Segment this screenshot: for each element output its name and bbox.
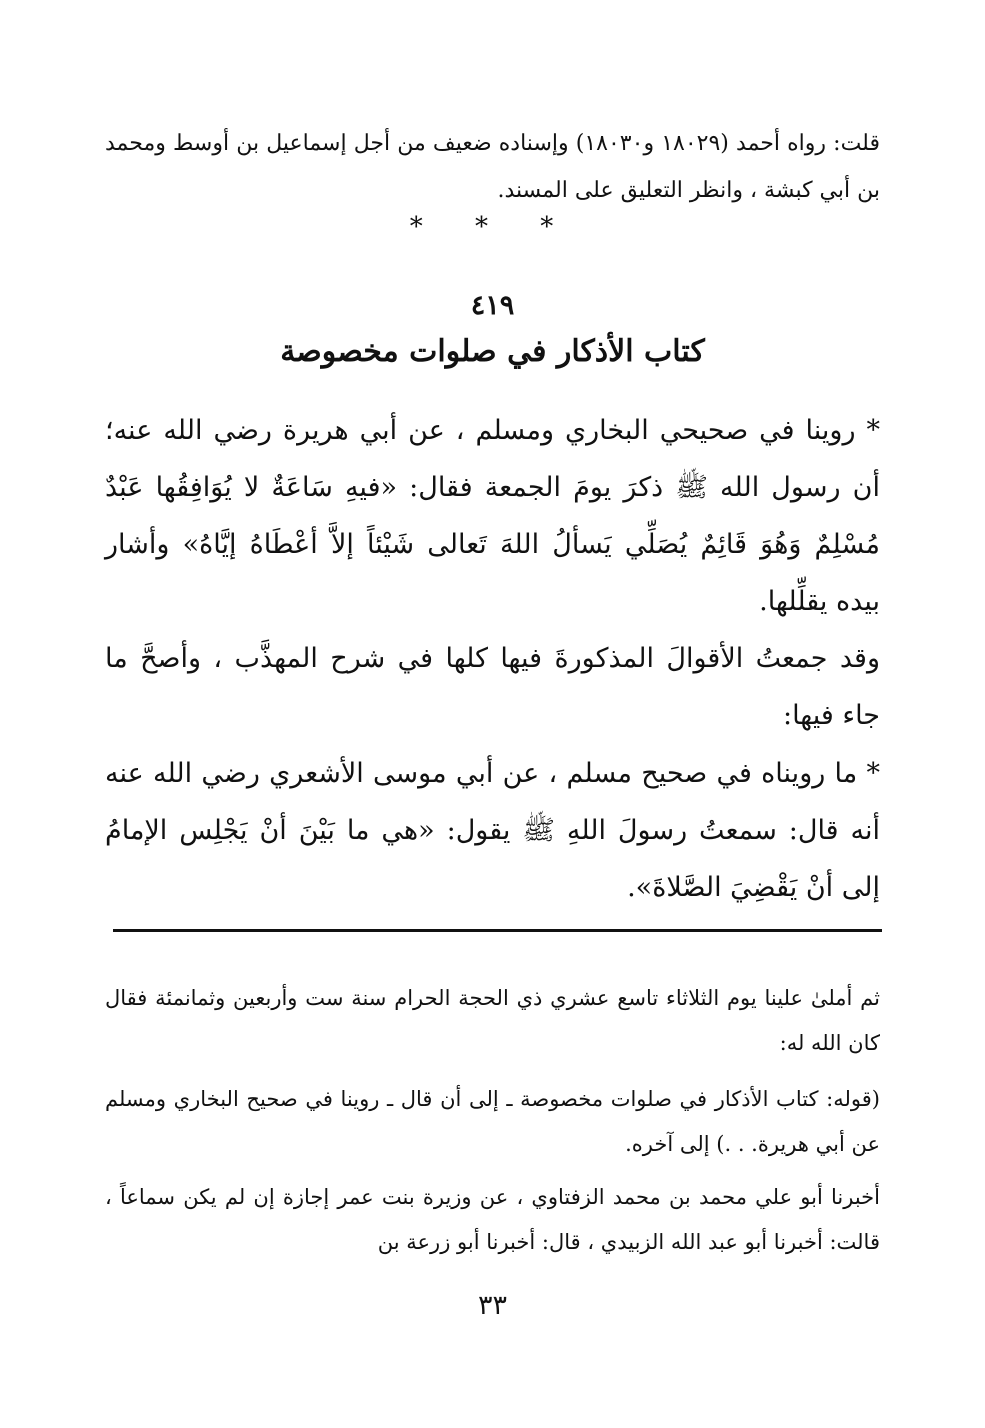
fn3-line-1: أخبرنا أبو علي محمد بن محمد الزفتاوي ، عن وزيرة بنت عمر إجازة إن لم [224,1185,881,1209]
chapter-title: كتاب الأذكار في صلوات مخصوصة [280,334,705,369]
para2-line-1: وقد جمعتُ الأقوالَ المذكورةَ فيها كلها في شرح المهذَّب ، [213,643,880,674]
para1-line-3: عَبْدٌ مُسْلِمٌ وَهُوَ قَائِمٌ يُصَلِّي يَسألُ اللهَ تَعالى شَيْئاً إلاَّ أعْطَاهُ إيَّاهُ» وأشار [105,472,880,560]
fn2-line-1: (قوله: كتاب الأذكار في صلوات مخصوصة ـ إلى أن قال ـ روينا في صحيح [246,1087,880,1111]
footnote-paragraph-3 [105,1175,880,1265]
footnote-paragraph-2 [105,1077,880,1167]
prev-note-line-2: إسماعيل بن أوسط ومحمد بن أبي كبشة ، وانظر التعليق على المسند. [105,131,880,203]
footnote-paragraph-1 [105,976,880,1066]
para1-line-1: * روينا في صحيحي البخاري ومسلم ، عن أبي هريرة رضي الله [163,415,880,446]
fn1-line-1: ثم أملىٰ علينا يوم الثلاثاء تاسع عشري ذي الحجة الحرام سنة ست وأربعين [233,986,880,1010]
main-paragraph-1 [105,402,880,630]
fn1-line-2: وثمانمئة فقال كان الله له: [105,986,880,1055]
para1-line-4: بيده يقلِّلها. [759,586,880,617]
prev-note-line-1: قلت: رواه أحمد (١٨٠٢٩ و١٨٠٣٠) وإسناده ضعيف من أجل [353,131,880,156]
fn3-line-2: يكن سماعاً ، قالت: أخبرنا أبو عبد الله الزبيدي ، قال: أخبرنا أبو زرعة بن [105,1185,880,1254]
section-separator: * * * [409,212,576,242]
main-paragraph-3 [105,745,880,916]
chapter-number: ٤١٩ [470,290,515,321]
prev-note-paragraph [105,120,880,214]
main-paragraph-2 [105,630,880,744]
para3-line-2: عنه أنه قال: سمعتُ رسولَ اللهِ ﷺ يقول: «هي ما بَيْنَ أنْ يَجْلِس [105,758,880,846]
para2-line-2: وأصحَّ ما جاء فيها: [105,643,880,731]
page-number: ٣٣ [477,1290,507,1321]
fn2-line-2: البخاري ومسلم عن أبي هريرة. . .) إلى آخره. [105,1087,880,1156]
para3-line-1: * ما رويناه في صحيح مسلم ، عن أبي موسى الأشعري رضي الله [153,758,880,789]
para3-line-3: الإمامُ إلى أنْ يَقْضِيَ الصَّلاةَ». [105,815,880,903]
footnote-divider [113,929,882,932]
para1-line-2: عنه؛ أن رسول الله ﷺ ذكرَ يومَ الجمعة فقال: «فيهِ سَاعَةٌ لا يُوَافِقُها [105,415,880,503]
